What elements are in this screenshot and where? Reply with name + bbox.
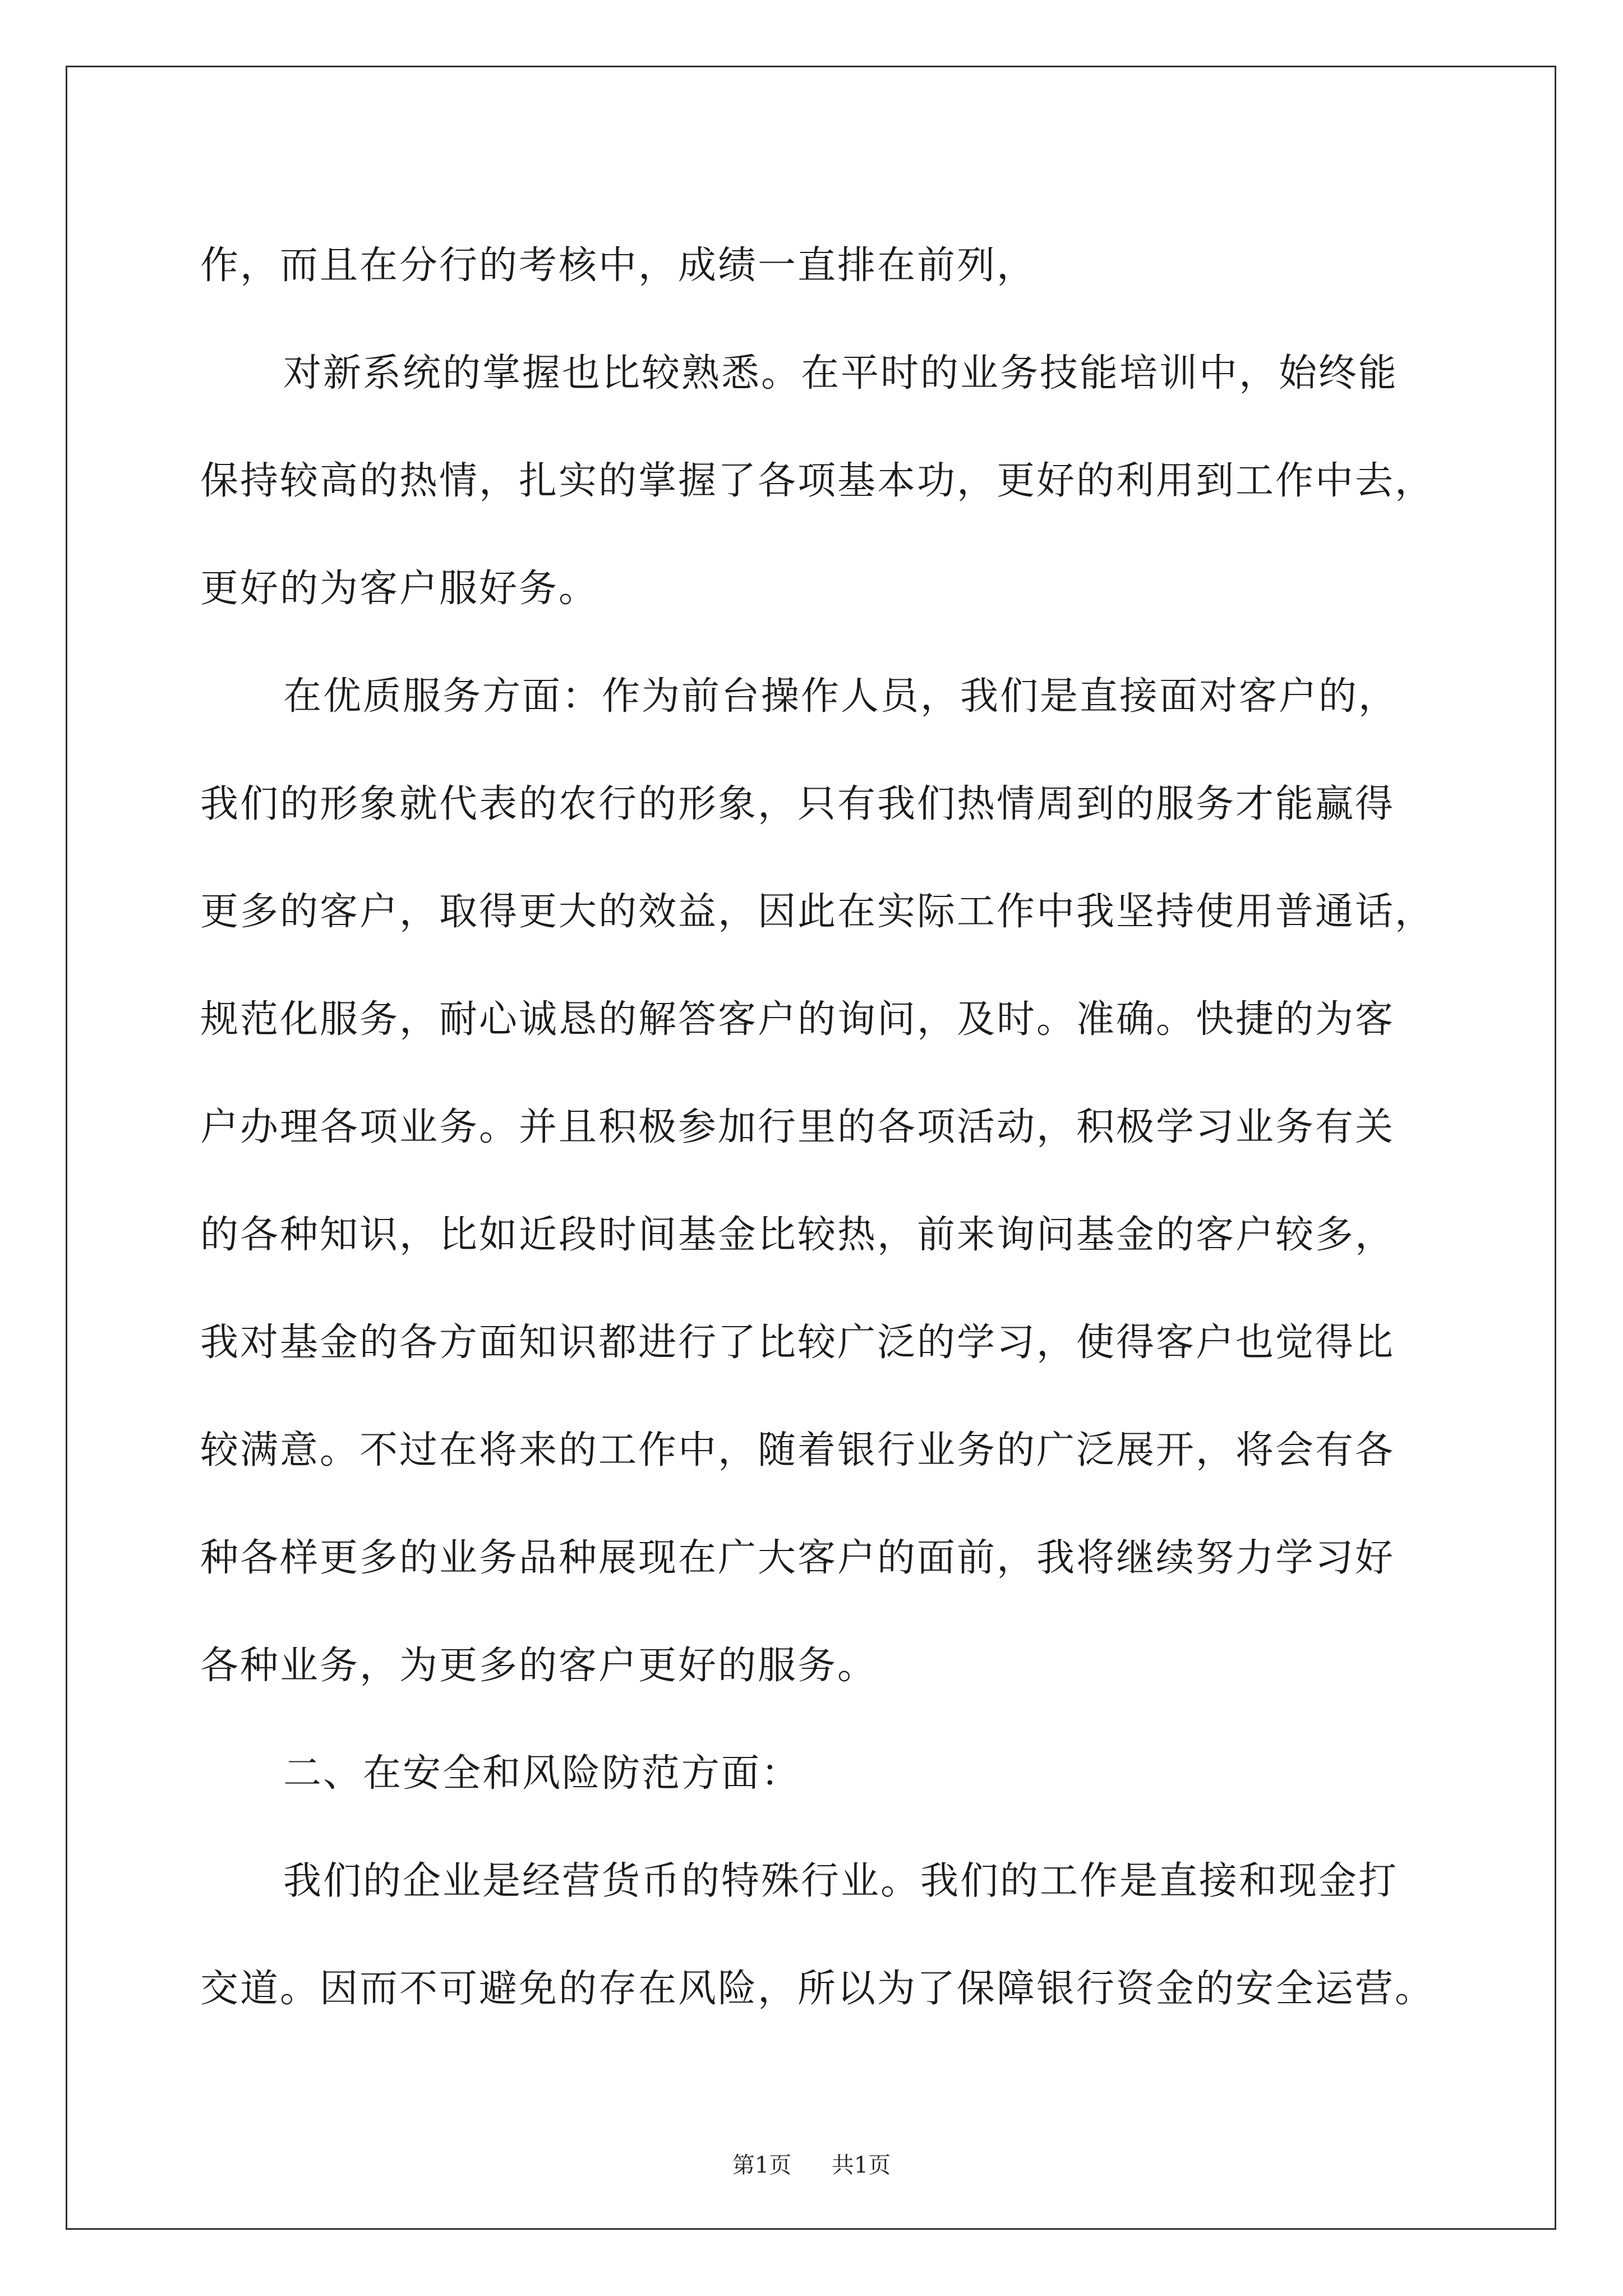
- text-line: 我们的企业是经营货币的特殊行业。我们的工作是直接和现金打: [283, 1859, 1399, 1903]
- text-line: 对新系统的掌握也比较熟悉。在平时的业务技能培训中，始终能: [283, 351, 1399, 395]
- text-line: 在优质服务方面：作为前台操作人员，我们是直接面对客户的，: [283, 674, 1399, 719]
- text-line: 较满意。不过在将来的工作中，随着银行业务的广泛展开，将会有各: [200, 1428, 1395, 1473]
- text-line: 的各种知识，比如近段时间基金比较热，前来询问基金的客户较多，: [200, 1213, 1395, 1257]
- text-line: 户办理各项业务。并且积极参加行里的各项活动，积极学习业务有关: [200, 1105, 1395, 1149]
- page-footer: [0, 2147, 1623, 2179]
- text-line: 更好的为客户服好务。: [200, 567, 599, 611]
- section-heading: 二、在安全和风险防范方面：: [283, 1751, 801, 1796]
- text-line: 更多的客户，取得更大的效益，因此在实际工作中我坚持使用普通话，: [200, 890, 1435, 934]
- text-line: 种各样更多的业务品种展现在广大客户的面前，我将继续努力学习好: [200, 1536, 1395, 1580]
- text-line: 交道。因而不可避免的存在风险，所以为了保障银行资金的安全运营。: [200, 1967, 1435, 2011]
- text-line: 各种业务，为更多的客户更好的服务。: [200, 1644, 878, 1688]
- text-line: 规范化服务，耐心诚恳的解答客户的询问，及时。准确。快捷的为客: [200, 997, 1395, 1042]
- document-body: [200, 212, 1434, 2043]
- page-number-current: 第1页: [732, 2152, 792, 2178]
- text-line: 我对基金的各方面知识都进行了比较广泛的学习，使得客户也觉得比: [200, 1320, 1395, 1365]
- text-line: 作，而且在分行的考核中，成绩一直排在前列，: [200, 243, 1037, 288]
- text-line: 保持较高的热情，扎实的掌握了各项基本功，更好的利用到工作中去，: [200, 459, 1435, 503]
- page-number-total: 共1页: [831, 2152, 891, 2178]
- text-line: 我们的形象就代表的农行的形象，只有我们热情周到的服务才能赢得: [200, 782, 1395, 826]
